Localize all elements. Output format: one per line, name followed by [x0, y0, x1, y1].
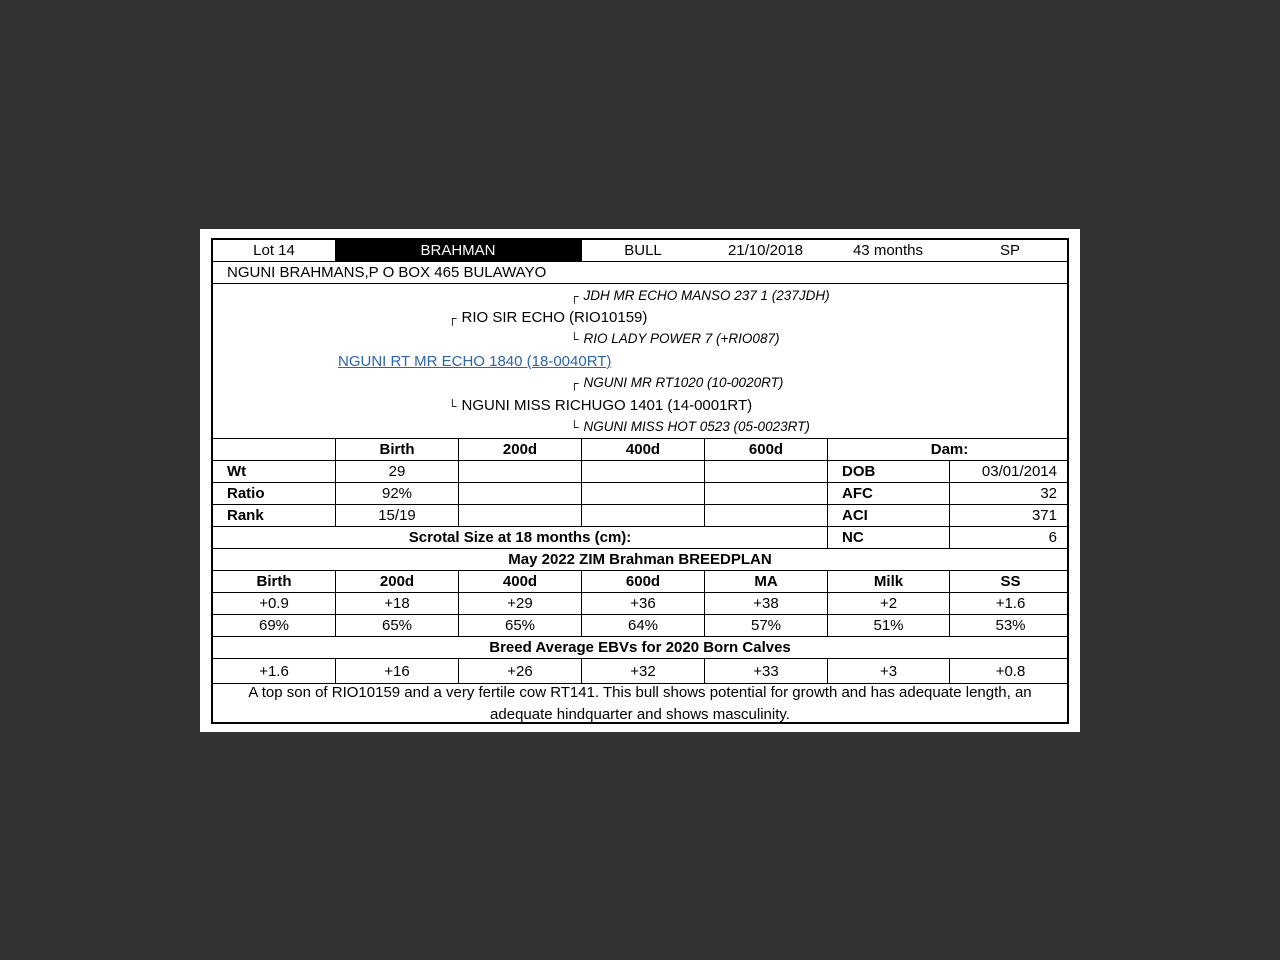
- dam-value-dob: 03/01/2014: [949, 461, 1071, 482]
- breeder-name: NGUNI BRAHMANS,P O BOX 465 BULAWAYO: [227, 264, 547, 281]
- perf-cell: 92%: [335, 483, 458, 504]
- ebv-header: 600d: [581, 571, 704, 592]
- perf-row-label: Ratio: [227, 485, 265, 502]
- perf-header-400d: 400d: [581, 439, 704, 460]
- lot-sheet: [200, 229, 1080, 732]
- perf-cell: [704, 461, 827, 482]
- breed-average-value: +26: [458, 659, 581, 683]
- perf-cell: [704, 505, 827, 526]
- pedigree-sire: ┌ RIO SIR ECHO (RIO10159): [448, 309, 648, 326]
- performance-header-row: [213, 439, 1067, 461]
- perf-row-rank: [213, 505, 1067, 527]
- dam-value-afc: 32: [949, 483, 1071, 504]
- perf-header-blank: [213, 439, 335, 460]
- breed-average-title: Breed Average EBVs for 2020 Born Calves: [489, 639, 791, 656]
- ebv-values-row: [213, 593, 1067, 615]
- bull-comments: A top son of RIO10159 and a very fertile cow RT141. This bull shows potential for growth and has adequate length, an adequate hindquarter and shows masculinity.: [248, 684, 1032, 723]
- bracket-top-icon: ┌: [570, 376, 579, 390]
- ebv-accuracy: 65%: [458, 615, 581, 636]
- ebv-value: +36: [581, 593, 704, 614]
- ebv-header: MA: [704, 571, 827, 592]
- scrotal-row: [213, 527, 1067, 549]
- perf-header-200d: 200d: [458, 439, 581, 460]
- pedigree-section: [213, 284, 1067, 439]
- ebv-accuracy: 57%: [704, 615, 827, 636]
- breed-average-value: +1.6: [259, 662, 289, 680]
- breed-average-value: +32: [581, 659, 704, 683]
- header-row: [213, 240, 1067, 262]
- ebv-accuracy-row: [213, 615, 1067, 637]
- perf-cell: [581, 461, 704, 482]
- pedigree-dam-dam: └ NGUNI MISS HOT 0523 (05-0023RT): [570, 417, 810, 437]
- breed-label: BRAHMAN: [335, 240, 581, 261]
- ebv-header: 200d: [335, 571, 458, 592]
- lot-number: Lot 14: [253, 242, 295, 259]
- ebv-accuracy: 69%: [258, 617, 290, 634]
- ebv-value: +38: [704, 593, 827, 614]
- perf-cell: [458, 461, 581, 482]
- ebv-accuracy: 53%: [949, 615, 1071, 636]
- bracket-top-icon: ┌: [448, 311, 457, 325]
- animal-name-link[interactable]: NGUNI RT MR ECHO 1840 (18-0040RT): [338, 353, 612, 370]
- status-label: SP: [999, 242, 1020, 259]
- perf-cell: [704, 483, 827, 504]
- breed-average-title-row: [213, 637, 1067, 659]
- dam-value-aci: 371: [949, 505, 1071, 526]
- ebv-header: 400d: [458, 571, 581, 592]
- breed-average-value: +33: [704, 659, 827, 683]
- dam-title: Dam:: [827, 439, 1071, 460]
- ebv-header: Birth: [256, 573, 292, 590]
- dam-label-afc: AFC: [827, 483, 949, 504]
- ebv-accuracy: 64%: [581, 615, 704, 636]
- dam-label-dob: DOB: [827, 461, 949, 482]
- pedigree-sire-sire: ┌ JDH MR ECHO MANSO 237 1 (237JDH): [570, 286, 830, 306]
- dam-label-aci: ACI: [827, 505, 949, 526]
- bracket-top-icon: ┌: [570, 289, 579, 303]
- dam-label-nc: NC: [827, 527, 949, 548]
- pedigree-dam-sire: ┌ NGUNI MR RT1020 (10-0020RT): [570, 373, 783, 393]
- ebv-value: +1.6: [949, 593, 1071, 614]
- perf-header-600d: 600d: [704, 439, 827, 460]
- scrotal-label: Scrotal Size at 18 months (cm):: [408, 529, 632, 546]
- sex-label: BULL: [581, 240, 704, 261]
- breed-average-value: +3: [827, 659, 949, 683]
- dam-value-nc: 6: [949, 527, 1071, 548]
- ebv-value: +0.9: [259, 595, 289, 612]
- pedigree-dam: └ NGUNI MISS RICHUGO 1401 (14-0001RT): [448, 397, 753, 414]
- ebv-value: +18: [335, 593, 458, 614]
- pedigree-sire-dam: └ RIO LADY POWER 7 (+RIO087): [570, 329, 779, 349]
- ebv-header-row: [213, 571, 1067, 593]
- ebv-header: Milk: [827, 571, 949, 592]
- ebv-value: +2: [827, 593, 949, 614]
- breeder-row: [213, 262, 1067, 284]
- breed-average-value: +0.8: [949, 659, 1071, 683]
- birth-date: 21/10/2018: [727, 242, 804, 259]
- breed-average-row: [213, 659, 1067, 684]
- breed-average-value: +16: [335, 659, 458, 683]
- ebv-accuracy: 51%: [827, 615, 949, 636]
- perf-cell: [458, 505, 581, 526]
- perf-cell: [581, 483, 704, 504]
- perf-row-label: Wt: [227, 463, 247, 480]
- lot-card: [211, 238, 1069, 724]
- perf-row-ratio: [213, 483, 1067, 505]
- perf-row-label: Rank: [227, 507, 264, 524]
- bracket-bottom-icon: └: [448, 399, 457, 413]
- bracket-bottom-icon: └: [570, 420, 579, 434]
- breedplan-title: May 2022 ZIM Brahman BREEDPLAN: [508, 551, 772, 568]
- bracket-bottom-icon: └: [570, 332, 579, 346]
- breedplan-title-row: [213, 549, 1067, 571]
- perf-cell: [581, 505, 704, 526]
- perf-cell: 15/19: [335, 505, 458, 526]
- ebv-value: +29: [458, 593, 581, 614]
- ebv-accuracy: 65%: [335, 615, 458, 636]
- perf-cell: [458, 483, 581, 504]
- ebv-header: SS: [949, 571, 1071, 592]
- perf-cell: 29: [335, 461, 458, 482]
- perf-header-birth: Birth: [335, 439, 458, 460]
- age-label: 43 months: [852, 242, 924, 259]
- perf-row-wt: [213, 461, 1067, 483]
